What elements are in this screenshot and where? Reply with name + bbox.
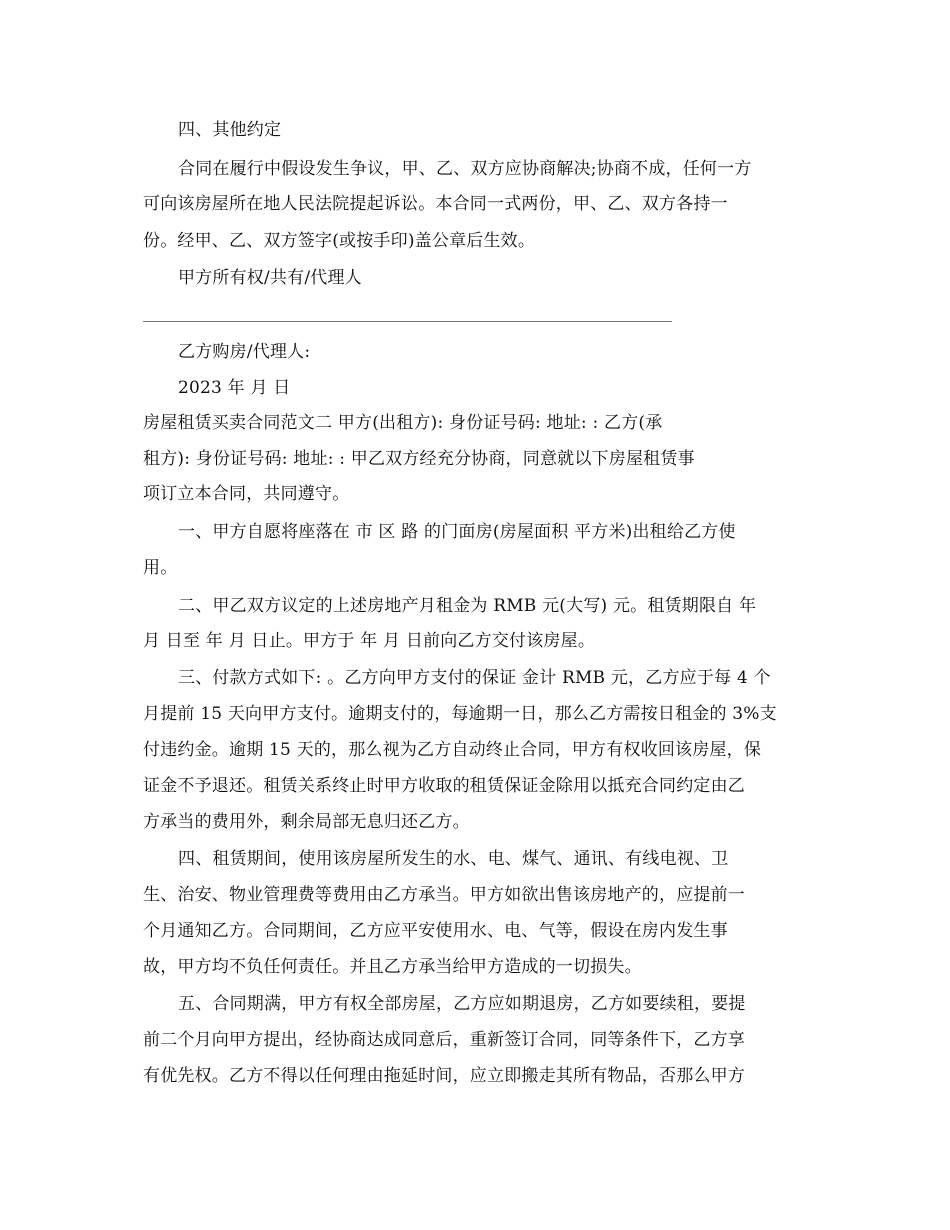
clause-3-line: 方承当的费用外，剩余局部无息归还乙方。 bbox=[143, 812, 470, 832]
clause-4-line: 个月通知乙方。合同期间，乙方应平安使用水、电、气等，假设在房内发生事 bbox=[143, 921, 728, 941]
clause-3-line: 付违约金。逾期 15 天的，那么视为乙方自动终止合同，甲方有权收回该房屋，保 bbox=[143, 740, 762, 760]
paragraph-line: 份。经甲、乙、双方签字(或按手印)盖公章后生效。 bbox=[143, 231, 536, 251]
clause-5-line: 五、合同期满，甲方有权全部房屋，乙方应如期退房，乙方如要续租，要提 bbox=[178, 994, 746, 1014]
clause-4-line: 生、治安、物业管理费等费用由乙方承当。甲方如欲出售该房地产的，应提前一 bbox=[143, 885, 745, 905]
clause-4-line: 四、租赁期间，使用该房屋所发生的水、电、煤气、通讯、有线电视、卫 bbox=[178, 849, 729, 869]
clause-5-line: 有优先权。乙方不得以任何理由拖延时间，应立即搬走其所有物品，否那么甲方 bbox=[143, 1066, 745, 1086]
clause-3-line: 三、付款方式如下: 。乙方向甲方支付的保证 金计 RMB 元，乙方应于每 4 个 bbox=[178, 668, 771, 688]
clause-2-line: 二、甲乙双方议定的上述房地产月租金为 RMB 元(大写) 元。租赁期限自 年 bbox=[178, 596, 757, 616]
party-a-signature-label: 甲方所有权/共有/代理人 bbox=[178, 268, 362, 288]
clause-5-line: 前二个月向甲方提出，经协商达成同意后，重新签订合同，同等条件下，乙方享 bbox=[143, 1030, 745, 1050]
clause-4-line: 故，甲方均不负任何责任。并且乙方承当给甲方造成的一切损失。 bbox=[143, 957, 642, 977]
contract-heading-line: 租方): 身份证号码: 地址: : 甲乙双方经充分协商，同意就以下房屋租赁事 bbox=[143, 449, 695, 469]
section-heading-other-terms: 四、其他约定 bbox=[178, 120, 282, 140]
contract-heading-line: 项订立本合同，共同遵守。 bbox=[143, 484, 350, 504]
paragraph-line: 可向该房屋所在地人民法院提起诉讼。本合同一式两份，甲、乙、双方各持一 bbox=[143, 194, 728, 214]
clause-1-line: 用。 bbox=[143, 558, 178, 578]
clause-1-line: 一、甲方自愿将座落在 市 区 路 的门面房(房屋面积 平方米)出租给乙方使 bbox=[178, 522, 736, 542]
paragraph-line: 合同在履行中假设发生争议，甲、乙、双方应协商解决;协商不成，任何一方 bbox=[178, 159, 752, 179]
party-b-signature-label: 乙方购房/代理人: bbox=[178, 342, 311, 362]
contract-heading-line: 房屋租赁买卖合同范文二 甲方(出租方): 身份证号码: 地址: : 乙方(承 bbox=[143, 413, 663, 433]
signature-line bbox=[143, 321, 672, 322]
clause-3-line: 月提前 15 天向甲方支付。逾期支付的，每逾期一日，那么乙方需按日租金的 3%支 bbox=[143, 704, 777, 724]
clause-3-line: 证金不予退还。租赁关系终止时甲方收取的租赁保证金除用以抵充合同约定由乙 bbox=[143, 776, 745, 796]
clause-2-line: 月 日至 年 月 日止。甲方于 年 月 日前向乙方交付该房屋。 bbox=[143, 631, 596, 651]
date-line: 2023 年 月 日 bbox=[178, 378, 291, 398]
